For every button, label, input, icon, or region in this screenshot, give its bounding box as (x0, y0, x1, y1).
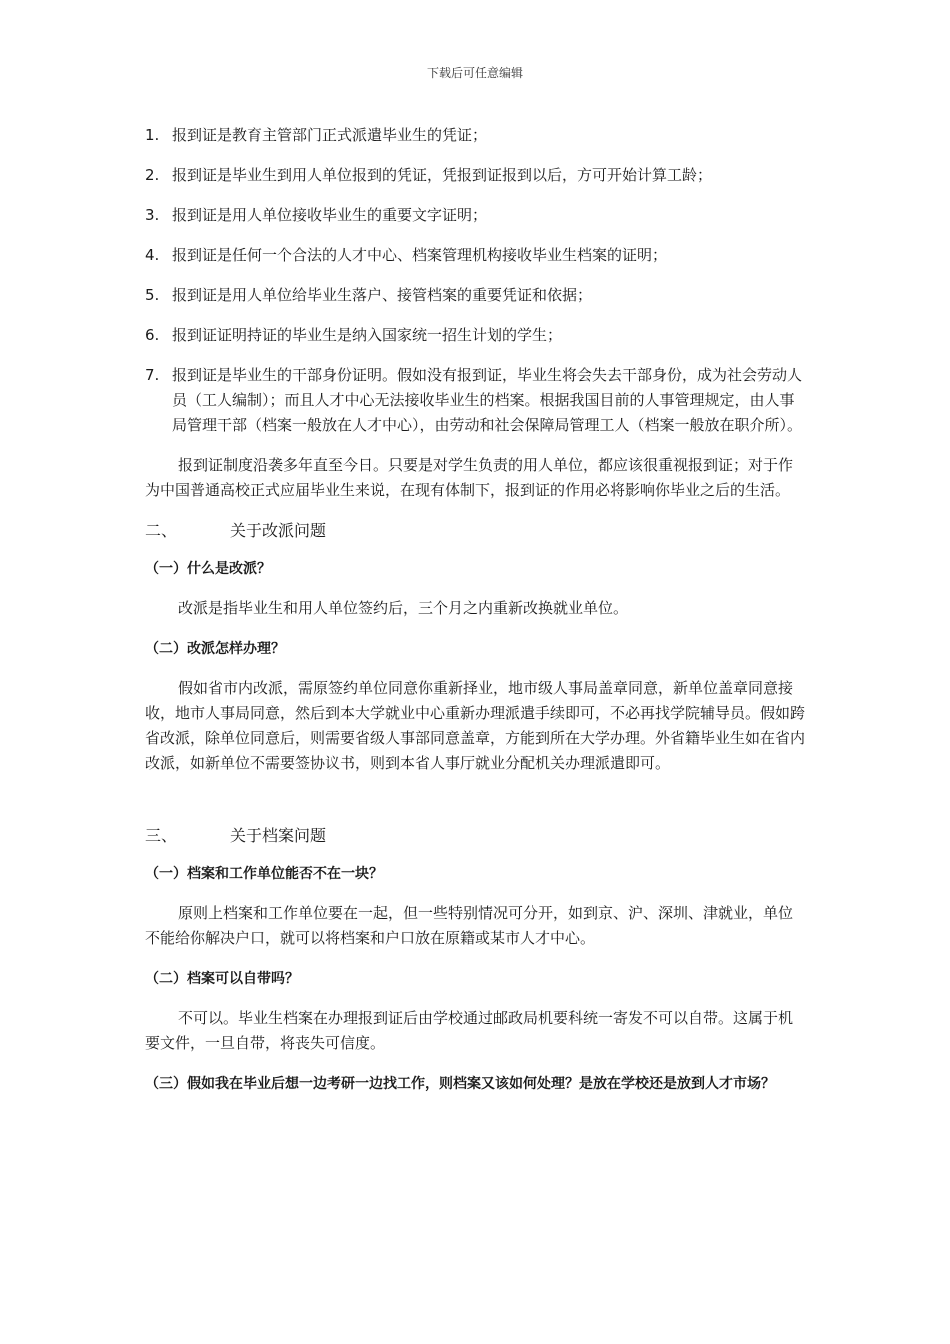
question-heading: （二）档案可以自带吗？ (145, 971, 299, 987)
list-item (145, 163, 805, 188)
question-heading: （三）假如我在毕业后想一边考研一边找工作，则档案又该如何处理？是放在学校还是放到人才市场？ (145, 1076, 775, 1092)
list-item-text: 报到证是毕业生到用人单位报到的凭证，凭报到证报到以后，方可开始计算工龄； (172, 166, 713, 184)
list-item-number: 3. (145, 206, 160, 224)
section-number: 二、 (145, 521, 178, 540)
list-item-number: 5. (145, 286, 160, 304)
section-title: 关于改派问题 (230, 521, 327, 540)
section-number: 三、 (145, 826, 178, 845)
document-body (145, 123, 805, 1111)
section-title: 关于档案问题 (230, 826, 327, 845)
list-item (145, 203, 805, 228)
spacer (145, 792, 805, 824)
question-heading: （一）档案和工作单位能否不在一块？ (145, 866, 383, 882)
list-item-text: 报到证是用人单位给毕业生落户、接管档案的重要凭证和依据； (172, 286, 593, 304)
list-item-number: 6. (145, 326, 160, 344)
list-item-text: 报到证是任何一个合法的人才中心、档案管理机构接收毕业生档案的证明； (172, 246, 668, 264)
list-item-number: 1. (145, 126, 160, 144)
answer-paragraph: 原则上档案和工作单位要在一起，但一些特别情况可分开，如到京、沪、深圳、津就业，单位不能给你解决户口，就可以将档案和户口放在原籍或某市人才中心。 (145, 904, 794, 947)
list-item-number: 2. (145, 166, 160, 184)
list-item-text: 报到证证明持证的毕业生是纳入国家统一招生计划的学生； (172, 326, 563, 344)
section-heading (145, 824, 805, 848)
list-item (145, 123, 805, 148)
list-item-text: 报到证是用人单位接收毕业生的重要文字证明； (172, 206, 488, 224)
page-header: 下载后可任意编辑 (426, 66, 523, 80)
question-heading: （一）什么是改派？ (145, 561, 271, 577)
list-item-number: 4. (145, 246, 160, 264)
question-heading: （二）改派怎样办理？ (145, 641, 285, 657)
list-item (145, 323, 805, 348)
list-item (145, 363, 805, 438)
answer-paragraph: 不可以。毕业生档案在办理报到证后由学校通过邮政局机要科统一寄发不可以自带。这属于机要文件，一旦自带，将丧失可信度。 (145, 1009, 794, 1052)
intro-paragraph: 报到证制度沿袭多年直至今日。只要是对学生负责的用人单位，都应该很重视报到证；对于作为中国普通高校正式应届毕业生来说，在现有体制下，报到证的作用必将影响你毕业之后的生活。 (145, 456, 794, 499)
section-heading (145, 519, 805, 543)
list-item-text: 报到证是毕业生的干部身份证明。假如没有报到证，毕业生将会失去干部身份，成为社会劳动人员（工人编制）；而且人才中心无法接收毕业生的档案。根据我国目前的人事管理规定，由人事局管理干部（档案一般放在人才中心），由劳动和社会保障局管理工人（档案一般放在职介所）。 (172, 366, 803, 434)
answer-paragraph: 改派是指毕业生和用人单位签约后，三个月之内重新改换就业单位。 (178, 599, 629, 617)
answer-paragraph: 假如省市内改派，需原签约单位同意你重新择业，地市级人事局盖章同意，新单位盖章同意接收，地市人事局同意，然后到本大学就业中心重新办理派遣手续即可，不必再找学院辅导员。假如跨省改派，除单位同意后，则需要省级人事部同意盖章，方能到所在大学办理。外省籍毕业生如在省内改派，如新单位不需要签协议书，则到本省人事厅就业分配机关办理派遣即可。 (145, 679, 806, 772)
list-item-text: 报到证是教育主管部门正式派遣毕业生的凭证； (172, 126, 488, 144)
list-item (145, 243, 805, 268)
list-item (145, 283, 805, 308)
list-item-number: 7. (145, 366, 160, 384)
numbered-list (145, 123, 805, 438)
